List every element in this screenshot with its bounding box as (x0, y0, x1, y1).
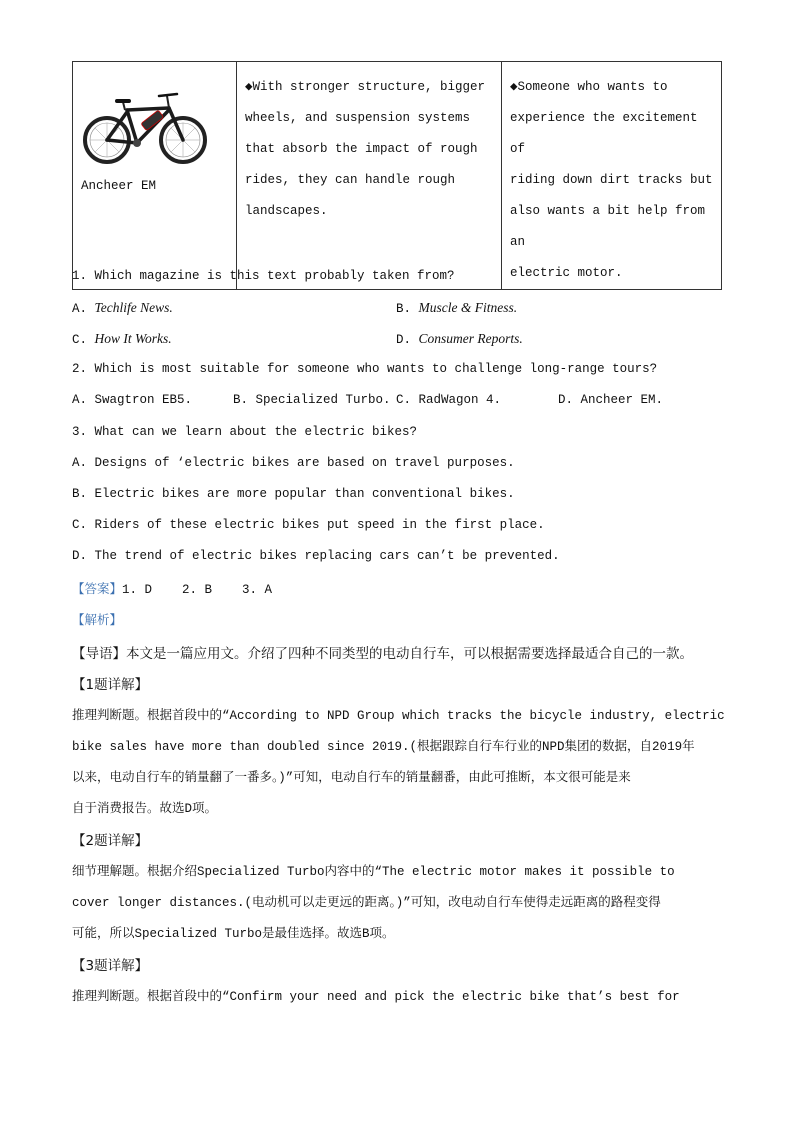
option-text: How It Works. (94, 331, 172, 346)
option-letter: D. (396, 333, 412, 347)
answer-line (72, 579, 272, 597)
option-letter: C. (72, 333, 88, 347)
intro-label: 【导语】 (72, 646, 126, 662)
question-2: 2. Which is most suitable for someone who wants to challenge long-range tours? (72, 362, 658, 376)
bike-table (72, 61, 722, 290)
bike-name: Ancheer EM (81, 179, 157, 193)
answer-label: 【答案】 (72, 581, 123, 596)
suits-cell (502, 62, 722, 290)
electric-bike-image (79, 88, 209, 168)
feature-line: wheels, and suspension systems (245, 111, 471, 125)
bike-image-cell (73, 62, 237, 290)
q2-option-a: A. Swagtron EB5. (72, 393, 193, 407)
table-row (73, 62, 722, 290)
question-1: 1. Which magazine is this text probably taken from? (72, 269, 455, 283)
q1-option-c (72, 331, 172, 347)
q1-option-d (396, 331, 523, 347)
option-text: Techlife News. (94, 300, 173, 315)
suits-line: riding down dirt tracks but (510, 173, 713, 187)
suits-line: experience the excitement of (510, 111, 698, 156)
feature-line: landscapes. (245, 204, 328, 218)
detail-2-line: 细节理解题。根据介绍Specialized Turbo内容中的“The electric motor makes it possible to (72, 865, 675, 879)
detail-3-line: 推理判断题。根据首段中的“Confirm your need and pick the electric bike that’s best for (72, 990, 680, 1004)
detail-2-title: 【2题详解】 (72, 833, 149, 849)
suits-line: also wants a bit help from an (510, 204, 706, 249)
q2-option-b: B. Specialized Turbo. (233, 393, 391, 407)
analysis-label: 【解析】 (72, 612, 123, 627)
features-cell (237, 62, 502, 290)
q1-option-b (396, 300, 517, 316)
intro-line (72, 642, 693, 662)
q3-option-a: A. Designs of ‘electric bikes are based on travel purposes. (72, 456, 515, 470)
feature-line: rides, they can handle rough (245, 173, 456, 187)
detail-2-line: 可能，所以Specialized Turbo是最佳选择。故选B项。 (72, 927, 395, 941)
option-letter: A. (72, 302, 88, 316)
question-3: 3. What can we learn about the electric bikes? (72, 425, 418, 439)
detail-1-line: 推理判断题。根据首段中的“According to NPD Group which tracks the bicycle industry, electric (72, 709, 725, 723)
answer-text: 1. D 2. B 3. A (122, 583, 273, 597)
intro-text: 本文是一篇应用文。介绍了四种不同类型的电动自行车，可以根据需要选择最适合自己的一款。 (126, 646, 693, 662)
detail-1-title: 【1题详解】 (72, 677, 149, 693)
q3-option-b: B. Electric bikes are more popular than conventional bikes. (72, 487, 515, 501)
q3-option-d: D. The trend of electric bikes replacing cars can’t be prevented. (72, 549, 560, 563)
detail-1-line: bike sales have more than doubled since 2019.(根据跟踪自行车行业的NPD集团的数据，自2019年 (72, 740, 695, 754)
suits-line: ◆Someone who wants to (510, 80, 668, 94)
option-letter: B. (396, 302, 412, 316)
q2-option-c: C. RadWagon 4. (396, 393, 502, 407)
detail-2-line: cover longer distances.(电动机可以走更远的距离。)”可知，改电动自行车使得走远距离的路程变得 (72, 896, 661, 910)
q1-option-a (72, 300, 173, 316)
detail-3-title: 【3题详解】 (72, 958, 149, 974)
detail-1-line: 以来，电动自行车的销量翻了一番多。)”可知，电动自行车的销量翻番，由此可推断，本文很可能是来 (72, 771, 631, 785)
option-text: Muscle & Fitness. (418, 300, 518, 315)
analysis-heading (72, 610, 122, 628)
feature-line: that absorb the impact of rough (245, 142, 478, 156)
detail-1-line: 自于消费报告。故选D项。 (72, 802, 218, 816)
option-text: Consumer Reports. (418, 331, 523, 346)
q3-option-c: C. Riders of these electric bikes put speed in the first place. (72, 518, 545, 532)
suits-line: electric motor. (510, 266, 623, 280)
feature-line: ◆With stronger structure, bigger (245, 80, 486, 94)
q2-option-d: D. Ancheer EM. (558, 393, 664, 407)
